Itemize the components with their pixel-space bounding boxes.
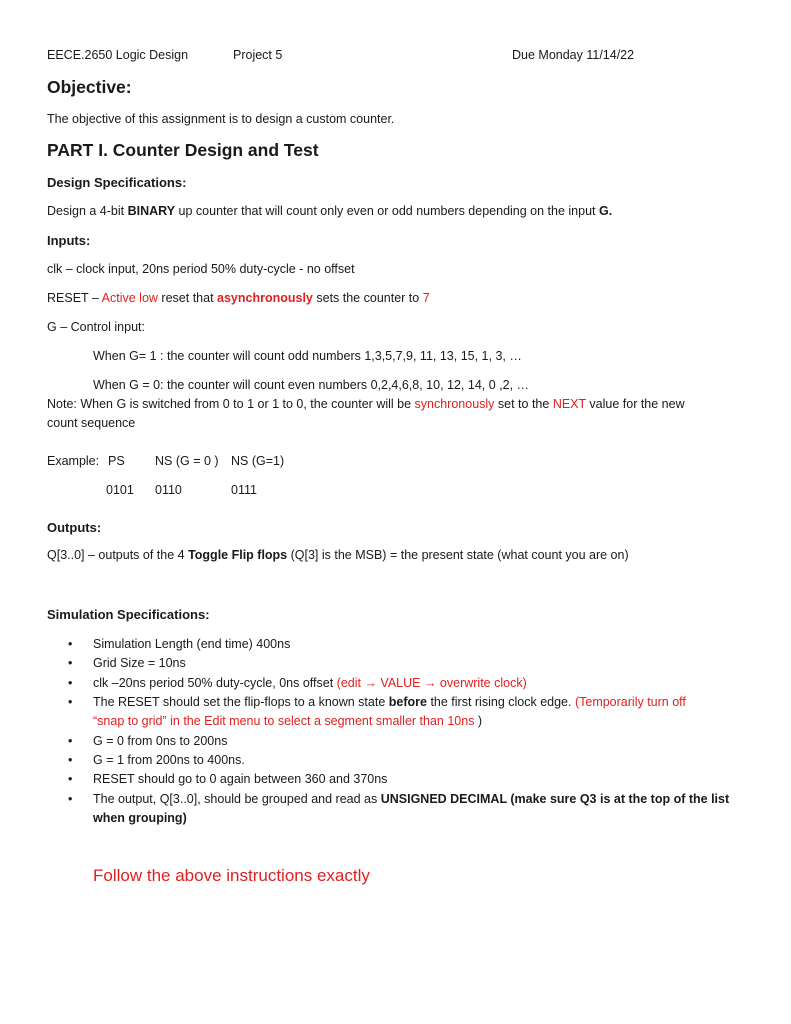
sim-item-g1: G = 1 from 200ns to 400ns.: [93, 753, 245, 767]
design-spec-text: Design a 4-bit BINARY up counter that will count only even or odd numbers depending on the input G.: [47, 204, 613, 218]
example-val-ns1: 0111: [231, 483, 257, 497]
sim-spec-heading: Simulation Specifications:: [47, 607, 210, 622]
inputs-heading: Inputs:: [47, 233, 91, 248]
part1-heading: PART I. Counter Design and Test: [47, 140, 319, 160]
sim-item-clk: clk –20ns period 50% duty-cycle, 0ns offset (edit → VALUE → overwrite clock): [93, 676, 527, 690]
course-title: EECE.2650 Logic Design: [47, 48, 189, 62]
when-g1-text: When G= 1 : the counter will count odd numbers 1,3,5,7,9, 11, 13, 15, 1, 3, …: [93, 349, 522, 363]
clk-input-text: clk – clock input, 20ns period 50% duty-cycle - no offset: [47, 262, 355, 276]
when-g0-text: When G = 0: the counter will count even numbers 0,2,4,6,8, 10, 12, 14, 0 ,2, …: [93, 378, 530, 392]
bullet: •: [68, 772, 73, 786]
example-col-ps: PS: [108, 454, 125, 468]
bullet: •: [68, 734, 73, 748]
example-col-ns1: NS (G=1): [231, 454, 285, 468]
project-number: Project 5: [233, 48, 283, 62]
bullet: •: [68, 753, 73, 767]
bullet: •: [68, 676, 73, 690]
sim-item-reset-again: RESET should go to 0 again between 360 and 370ns: [93, 772, 388, 786]
sim-item-reset-line2: “snap to grid” in the Edit menu to select a segment smaller than 10ns ): [93, 714, 483, 728]
due-date: Due Monday 11/14/22: [512, 48, 635, 62]
bullet: •: [68, 695, 73, 709]
example-val-ns0: 0110: [155, 483, 182, 497]
g-control-text: G – Control input:: [47, 320, 145, 334]
sim-item-reset-line1: The RESET should set the flip-flops to a known state before the first rising clock edge. (Temporarily turn off: [93, 695, 686, 709]
objective-text: The objective of this assignment is to design a custom counter.: [47, 112, 395, 126]
outputs-text: Q[3..0] – outputs of the 4 Toggle Flip flops (Q[3] is the MSB) = the present state (what count you are on): [47, 548, 629, 562]
sim-item-g0: G = 0 from 0ns to 200ns: [93, 734, 228, 748]
example-label: Example:: [47, 454, 100, 468]
follow-instructions: Follow the above instructions exactly: [93, 866, 370, 885]
sim-item-length: Simulation Length (end time) 400ns: [93, 637, 291, 651]
example-val-ps: 0101: [106, 483, 134, 497]
sim-item-output-line1: The output, Q[3..0], should be grouped and read as UNSIGNED DECIMAL (make sure Q3 is at the top of the list: [93, 792, 730, 806]
note-line1: Note: When G is switched from 0 to 1 or 1 to 0, the counter will be synchronously set to the NEXT value for the new: [47, 397, 685, 411]
bullet: •: [68, 656, 73, 670]
bullet: •: [68, 637, 73, 651]
outputs-heading: Outputs:: [47, 520, 102, 535]
bullet: •: [68, 792, 73, 806]
note-line2: count sequence: [47, 416, 136, 430]
example-col-ns0: NS (G = 0 ): [155, 454, 219, 468]
sim-item-output-line2: when grouping): [93, 811, 187, 825]
reset-input-text: RESET – Active low reset that asynchronously sets the counter to 7: [47, 291, 430, 305]
sim-item-grid: Grid Size = 10ns: [93, 656, 186, 670]
design-spec-heading: Design Specifications:: [47, 175, 187, 190]
objective-heading: Objective:: [47, 77, 132, 97]
